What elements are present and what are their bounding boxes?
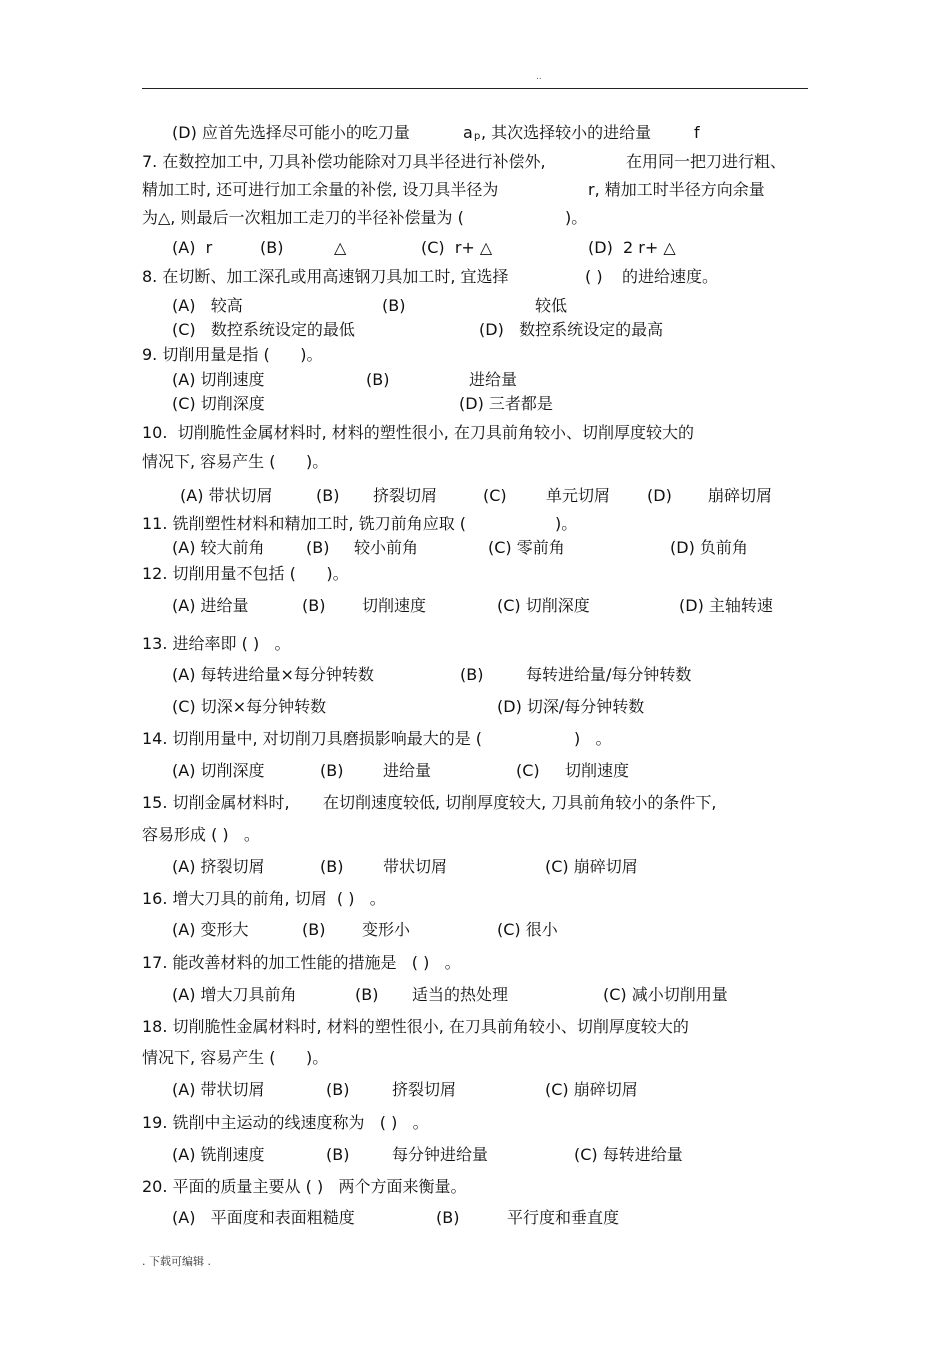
q16-option-a: (A) 变形大 [172,920,249,939]
q19-option-c: (C) 每转进给量 [574,1145,683,1164]
q19-option-b-text: 每分钟进给量 [392,1145,489,1164]
question-16: 16. 增大刀具的前角, 切屑 ( ) 。 [142,889,386,908]
question-8-rest: 的进给速度。 [622,267,719,286]
q13-option-d: (D) 切深/每分钟转数 [497,697,645,716]
q11-option-d: (D) 负前角 [670,538,748,557]
question-7-line-1: 7. 在数控加工中, 刀具补偿功能除对刀具半径进行补偿外, [142,152,546,171]
q13-option-b-text: 每转进给量/每分钟转数 [526,665,692,684]
question-7-line-1b: 在用同一把刀进行粗、 [626,152,787,171]
question-7-line-2b: r, 精加工时半径方向余量 [588,180,765,199]
q7-option-b-label: (B) [260,238,284,257]
q9-option-d: (D) 三者都是 [459,394,553,413]
q18-option-b-label: (B) [326,1080,350,1099]
question-7-line-3b: )。 [565,208,588,227]
question-9: 9. 切削用量是指 ( )。 [142,345,323,364]
q18-option-c: (C) 崩碎切屑 [545,1080,638,1099]
q11-option-b-label: (B) [306,538,330,557]
q19-option-a: (A) 铣削速度 [172,1145,265,1164]
symbol-p-subscript: p [474,131,481,142]
q15-option-a: (A) 挤裂切屑 [172,857,265,876]
q8-option-c: (C) 数控系统设定的最低 [172,320,355,339]
q7-option-c: (C) r+ △ [421,238,493,257]
q12-option-c: (C) 切削深度 [497,596,590,615]
q12-option-b-label: (B) [302,596,326,615]
question-10-line-2: 情况下, 容易产生 ( )。 [142,452,329,471]
q11-option-c: (C) 零前角 [488,538,565,557]
q13-option-b-label: (B) [460,665,484,684]
question-18-line-2: 情况下, 容易产生 ( )。 [142,1048,329,1067]
question-11: 11. 铣削塑性材料和精加工时, 铣刀前角应取 ( [142,514,467,533]
q16-option-b-text: 变形小 [362,920,411,939]
q13-option-a: (A) 每转进给量×每分钟转数 [172,665,374,684]
question-19: 19. 铣削中主运动的线速度称为 ( ) 。 [142,1113,429,1132]
q20-option-a: (A) 平面度和表面粗糙度 [172,1208,355,1227]
q20-option-b-text: 平行度和垂直度 [507,1208,620,1227]
q9-option-b-label: (B) [366,370,390,389]
question-20: 20. 平面的质量主要从 ( ) 两个方面来衡量。 [142,1177,467,1196]
question-14-rest: ) 。 [574,729,612,748]
q8-option-a: (A) 较高 [172,296,243,315]
question-15-line-1: 15. 切削金属材料时, [142,793,290,812]
header-mark: .. [536,72,542,82]
q9-option-c: (C) 切削深度 [172,394,265,413]
q20-option-b-label: (B) [436,1208,460,1227]
q7-option-a: (A) r [172,238,213,257]
question-12: 12. 切削用量不包括 ( )。 [142,564,349,583]
question-7-line-3: 为△, 则最后一次粗加工走刀的半径补偿量为 ( [142,208,464,227]
q7-option-d: (D) 2 r+ △ [588,238,676,257]
q12-option-a: (A) 进给量 [172,596,249,615]
q15-option-c: (C) 崩碎切屑 [545,857,638,876]
question-8-blank: ( ) [585,267,603,286]
q9-option-b-text: 进给量 [469,370,518,389]
q14-option-a: (A) 切削深度 [172,761,265,780]
q7-option-b-text: △ [334,238,347,257]
question-10-line-1: 10. 切削脆性金属材料时, 材料的塑性很小, 在刀具前角较小、切削厚度较大的 [142,423,694,442]
q10-option-a: (A) 带状切屑 [180,486,273,505]
q12-option-b-text: 切削速度 [362,596,427,615]
q10-option-d-label: (D) [647,486,672,505]
question-17: 17. 能改善材料的加工性能的措施是 ( ) 。 [142,953,461,972]
q10-option-b-label: (B) [316,486,340,505]
q9-option-a: (A) 切削速度 [172,370,265,389]
question-8: 8. 在切断、加工深孔或用高速钢刀具加工时, 宜选择 [142,267,509,286]
q14-option-c-text: 切削速度 [565,761,630,780]
q12-option-d: (D) 主轴转速 [679,596,773,615]
q10-option-c-label: (C) [483,486,507,505]
q15-option-b-label: (B) [320,857,344,876]
question-14: 14. 切削用量中, 对切削刀具磨损影响最大的是 ( [142,729,483,748]
footer-note: . 下载可编辑 . [142,1255,211,1268]
q10-option-d-text: 崩碎切屑 [708,486,773,505]
q10-option-c-text: 单元切屑 [546,486,611,505]
q14-option-b-text: 进给量 [383,761,432,780]
q19-option-b-label: (B) [326,1145,350,1164]
q18-option-b-text: 挤裂切屑 [392,1080,457,1099]
q8-option-d: (D) 数控系统设定的最高 [479,320,664,339]
question-13: 13. 进给率即 ( ) 。 [142,634,291,653]
q14-option-c-label: (C) [516,761,540,780]
question-15-line-1b: 在切削速度较低, 切削厚度较大, 刀具前角较小的条件下, [323,793,717,812]
q8-option-b-label: (B) [382,296,406,315]
q17-option-c: (C) 减小切削用量 [603,985,728,1004]
q16-option-b-label: (B) [302,920,326,939]
header-rule [142,88,808,89]
q11-option-b-text: 较小前角 [354,538,419,557]
q17-option-b-label: (B) [355,985,379,1004]
question-7-line-2: 精加工时, 还可进行加工余量的补偿, 设刀具半径为 [142,180,499,199]
question-15-line-2: 容易形成 ( ) 。 [142,825,260,844]
option-d-line: (D) 应首先选择尽可能小的吃刀量 [172,123,410,142]
q11-option-a: (A) 较大前角 [172,538,265,557]
q15-option-b-text: 带状切屑 [383,857,448,876]
q13-option-c: (C) 切深×每分钟转数 [172,697,327,716]
q18-option-a: (A) 带状切屑 [172,1080,265,1099]
q14-option-b-label: (B) [320,761,344,780]
option-d-line-rest: , 其次选择较小的进给量 [481,123,652,142]
symbol-a: a [463,123,473,142]
symbol-f: f [694,123,700,142]
question-11-rest: )。 [555,514,578,533]
q17-option-b-text: 适当的热处理 [412,985,509,1004]
q16-option-c: (C) 很小 [497,920,558,939]
q10-option-b-text: 挤裂切屑 [373,486,438,505]
q17-option-a: (A) 增大刀具前角 [172,985,297,1004]
q8-option-b-text: 较低 [535,296,568,315]
question-18-line-1: 18. 切削脆性金属材料时, 材料的塑性很小, 在刀具前角较小、切削厚度较大的 [142,1017,689,1036]
